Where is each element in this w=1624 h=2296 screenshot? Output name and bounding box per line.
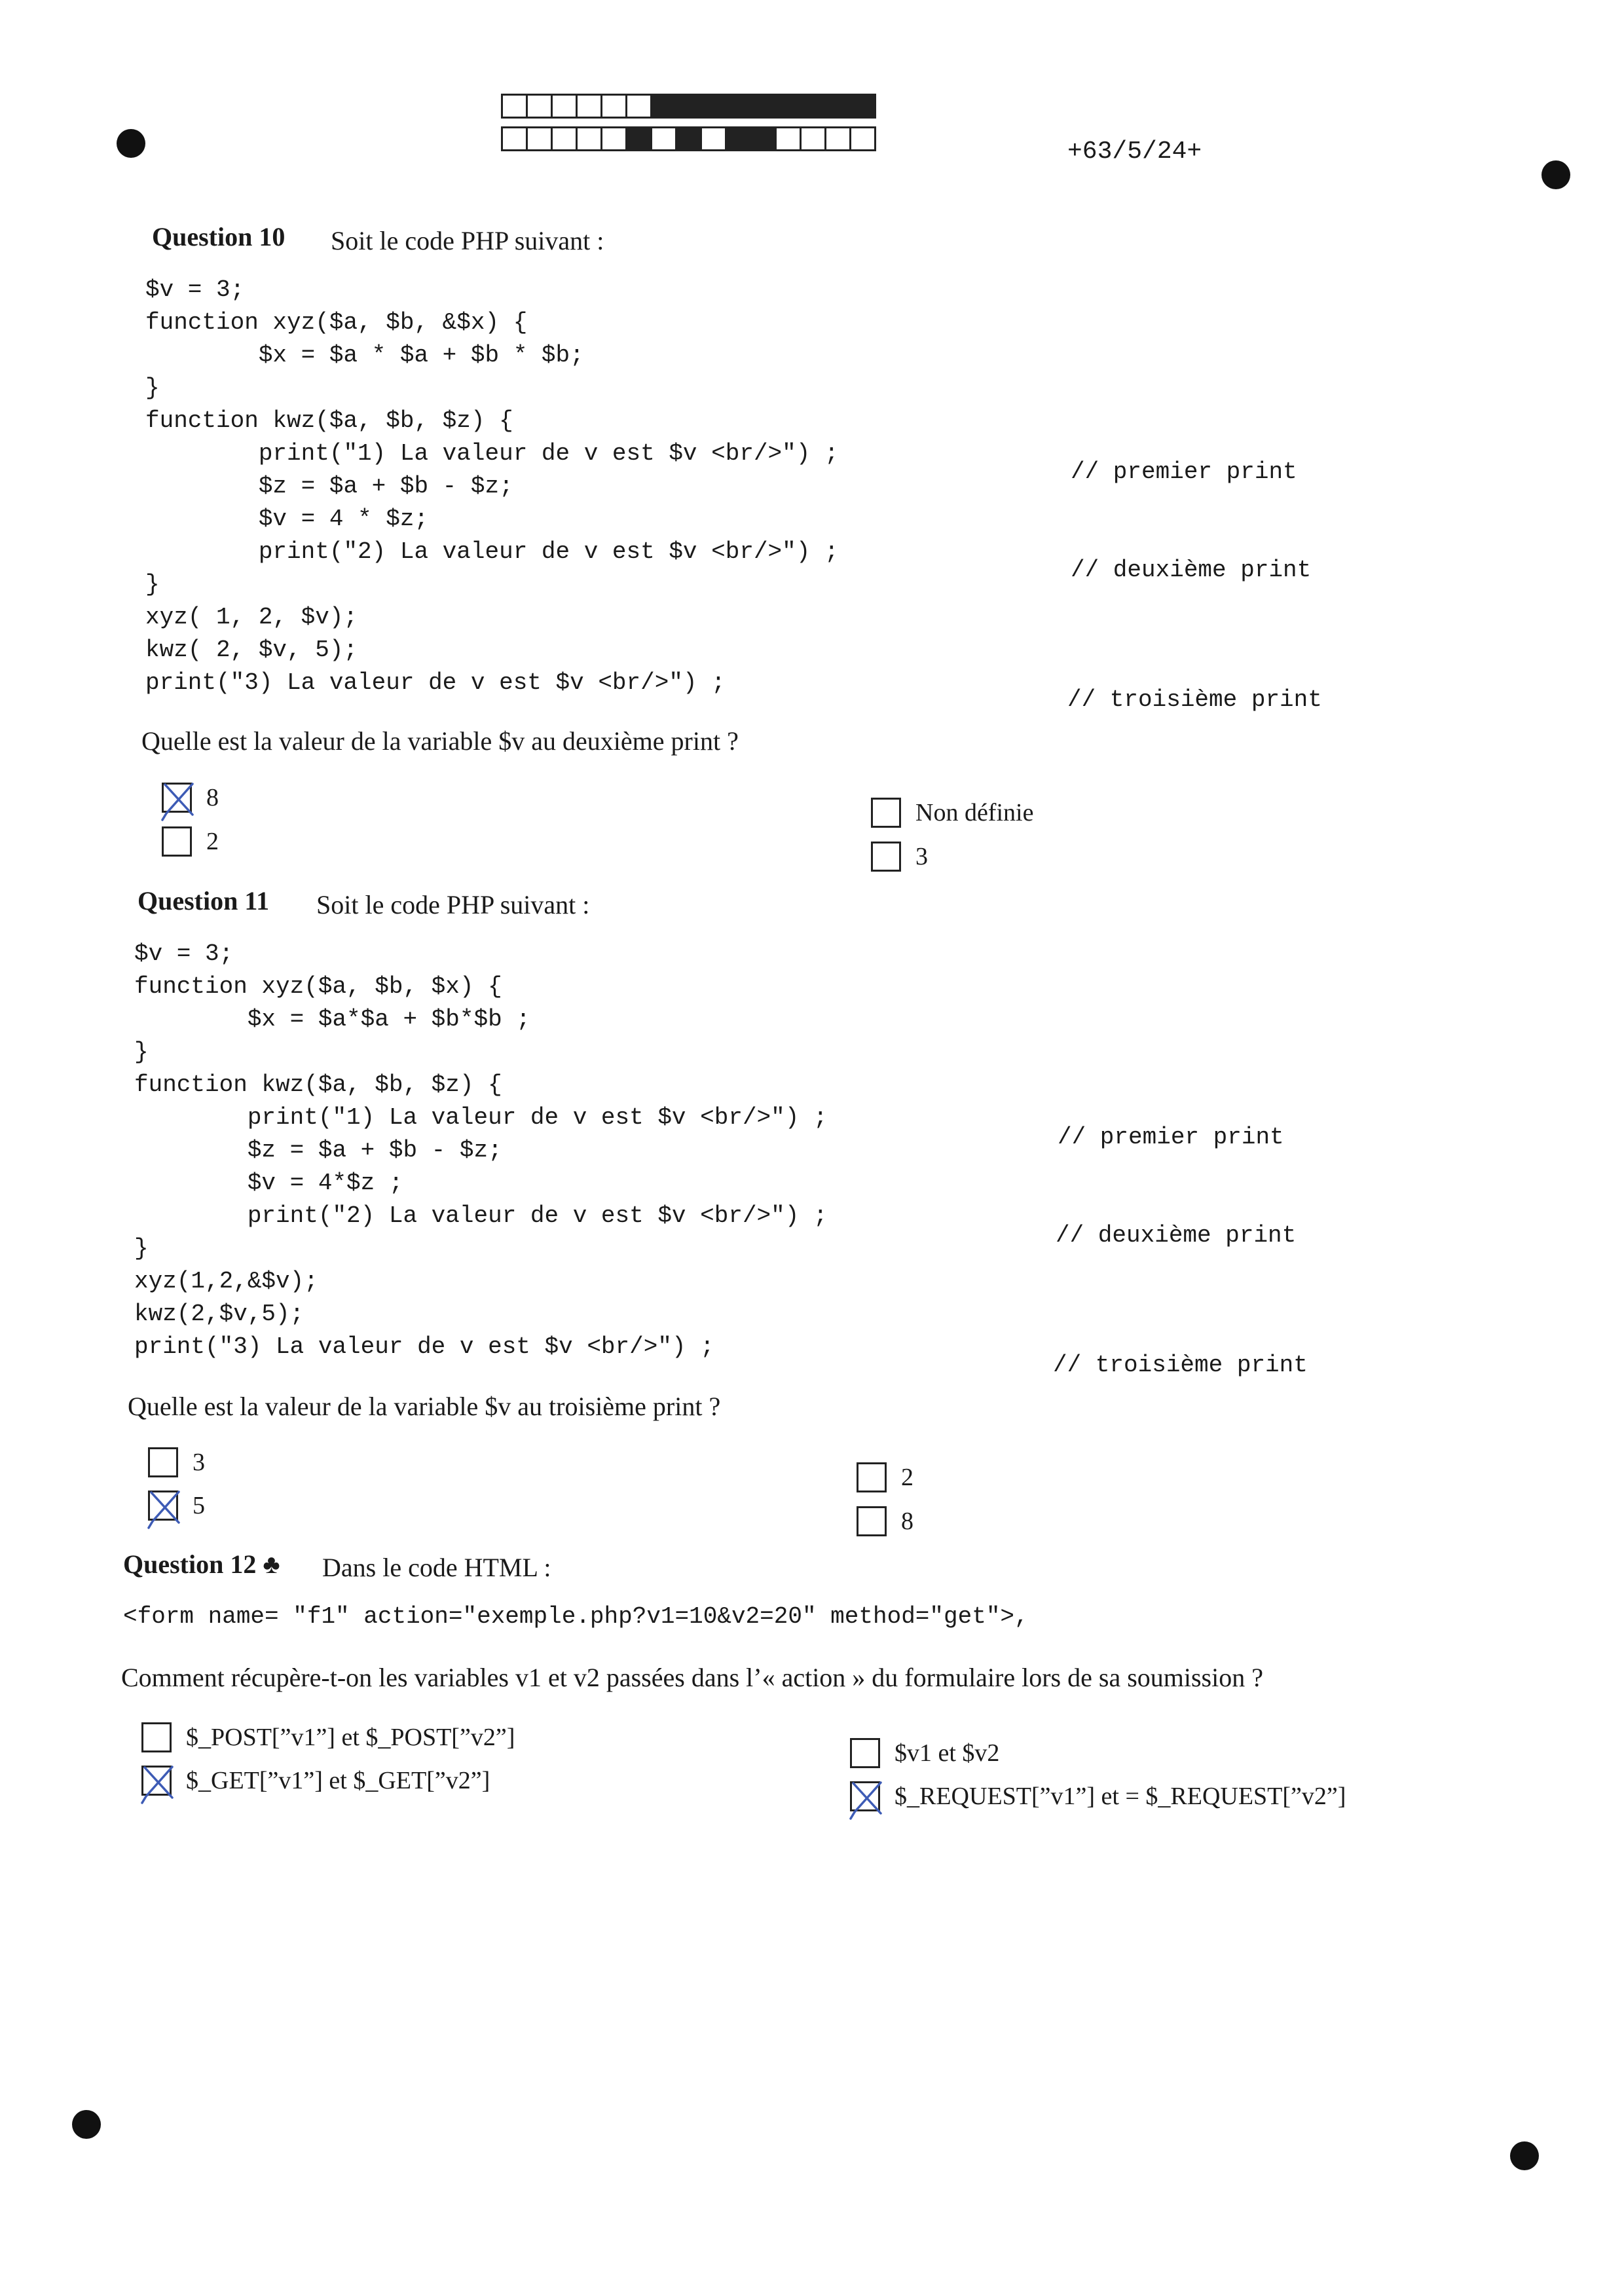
barcode-bottom-row	[501, 126, 874, 151]
q10-code-block	[145, 274, 839, 699]
barcode-cell	[625, 94, 652, 119]
barcode-cell	[576, 126, 602, 151]
barcode-cell	[824, 94, 851, 119]
q10-intro: Soit le code PHP suivant :	[331, 226, 604, 255]
checkbox[interactable]	[857, 1506, 887, 1536]
registration-dot-top-right	[1541, 160, 1570, 189]
code-line: print("1) La valeur de v est $v <br/>") ;	[134, 1104, 828, 1131]
cross-mark-icon	[146, 1489, 184, 1527]
barcode-cell	[501, 126, 528, 151]
barcode-cell	[625, 126, 652, 151]
barcode-cell	[600, 94, 627, 119]
code-line: xyz( 1, 2, $v);	[145, 604, 358, 631]
q12-title: Question 12 ♣	[123, 1549, 280, 1579]
code-line: function xyz($a, $b, &$x) {	[145, 309, 528, 336]
checkbox[interactable]	[850, 1738, 880, 1768]
q11-code-block	[134, 938, 828, 1363]
q10-option-non-definie[interactable]	[871, 798, 1033, 828]
code-line: print("1) La valeur de v est $v <br/>") ;	[145, 440, 839, 467]
barcode-cell	[526, 126, 553, 151]
code-line: print("2) La valeur de v est $v <br/>") ;	[145, 538, 839, 565]
barcode-cell	[700, 126, 727, 151]
option-label: 2	[206, 828, 219, 855]
code-line: kwz( 2, $v, 5);	[145, 637, 358, 663]
checkbox[interactable]	[857, 1462, 887, 1492]
page-identifier: +63/5/24+	[1067, 138, 1202, 166]
code-line: $z = $a + $b - $z;	[134, 1137, 502, 1164]
code-line: $v = 3;	[145, 276, 245, 303]
code-line: $v = 4*$z ;	[134, 1170, 403, 1196]
q10-comment-first-print: // premier print	[1071, 458, 1297, 485]
code-line: }	[134, 1039, 149, 1065]
option-label: Non définie	[915, 799, 1034, 826]
option-label: $v1 et $v2	[895, 1739, 1000, 1767]
barcode-top-row	[501, 94, 874, 119]
option-label: 2	[901, 1464, 913, 1491]
barcode-cell	[750, 126, 777, 151]
option-label: 5	[193, 1492, 205, 1519]
q11-comment-second-print: // deuxième print	[1056, 1222, 1297, 1249]
barcode-cell	[725, 94, 752, 119]
q11-option-3[interactable]	[148, 1447, 205, 1477]
registration-dot-bottom-left	[72, 2110, 101, 2139]
barcode-cell	[551, 94, 578, 119]
barcode-cell	[725, 126, 752, 151]
code-line: }	[145, 571, 160, 598]
barcode-cell	[526, 94, 553, 119]
option-label: 3	[915, 843, 928, 870]
option-label: $_GET[”v1”] et $_GET[”v2”]	[186, 1767, 490, 1794]
barcode-cell	[501, 94, 528, 119]
code-line: function kwz($a, $b, $z) {	[134, 1071, 502, 1098]
q11-option-2[interactable]	[857, 1462, 913, 1492]
q12-intro: Dans le code HTML :	[322, 1553, 551, 1582]
barcode-cell	[849, 126, 876, 151]
code-line: function kwz($a, $b, $z) {	[145, 407, 513, 434]
code-line: print("3) La valeur de v est $v <br/>") ;	[134, 1333, 714, 1360]
checkbox[interactable]	[141, 1722, 172, 1752]
code-line: $v = 4 * $z;	[145, 506, 429, 532]
q10-comment-second-print: // deuxième print	[1071, 557, 1312, 583]
checkbox[interactable]	[162, 783, 192, 813]
option-label: 3	[193, 1449, 205, 1476]
code-line: xyz(1,2,&$v);	[134, 1268, 318, 1295]
checkbox[interactable]	[850, 1781, 880, 1811]
q11-option-8[interactable]	[857, 1506, 913, 1536]
q10-option-3[interactable]	[871, 842, 928, 872]
code-line: $x = $a * $a + $b * $b;	[145, 342, 584, 369]
q12-code-line: <form name= "f1" action="exemple.php?v1=10&v2=20" method="get">,	[123, 1603, 1029, 1630]
barcode-cell	[775, 126, 802, 151]
barcode-cell	[800, 126, 826, 151]
registration-dot-top-left	[117, 129, 145, 158]
barcode-cell	[675, 126, 702, 151]
option-label: $_REQUEST[”v1”] et = $_REQUEST[”v2”]	[895, 1783, 1346, 1810]
cross-mark-icon	[848, 1779, 886, 1817]
checkbox[interactable]	[871, 798, 901, 828]
code-line: }	[134, 1235, 149, 1262]
option-label: 8	[206, 784, 219, 811]
barcode-cell	[551, 126, 578, 151]
q11-option-5[interactable]	[148, 1491, 205, 1521]
q10-question: Quelle est la valeur de la variable $v au deuxième print ?	[141, 726, 739, 756]
code-line: $v = 3;	[134, 940, 234, 967]
q10-option-2[interactable]	[162, 826, 219, 857]
code-line: }	[145, 375, 160, 401]
q10-title: Question 10	[152, 222, 286, 251]
code-line: $x = $a*$a + $b*$b ;	[134, 1006, 530, 1033]
code-line: $z = $a + $b - $z;	[145, 473, 513, 500]
barcode-cell	[576, 94, 602, 119]
checkbox[interactable]	[871, 842, 901, 872]
barcode-cell	[600, 126, 627, 151]
q10-comment-third-print: // troisième print	[1067, 686, 1322, 713]
checkbox[interactable]	[162, 826, 192, 857]
barcode-cell	[800, 94, 826, 119]
code-line: function xyz($a, $b, $x) {	[134, 973, 502, 1000]
cross-mark-icon	[160, 781, 198, 819]
barcode-cell	[650, 94, 677, 119]
q12-option-get[interactable]	[141, 1766, 490, 1796]
code-line: print("3) La valeur de v est $v <br/>") ;	[145, 669, 726, 696]
code-line: kwz(2,$v,5);	[134, 1301, 304, 1327]
barcode-cell	[675, 94, 702, 119]
barcode-cell	[650, 126, 677, 151]
q12-question: Comment récupère-t-on les variables v1 et v2 passées dans l’« action » du formulaire lors de sa soumission ?	[121, 1663, 1263, 1692]
option-label: 8	[901, 1508, 913, 1535]
q11-title: Question 11	[138, 886, 270, 916]
checkbox[interactable]	[148, 1491, 178, 1521]
barcode-cell	[849, 94, 876, 119]
checkbox[interactable]	[141, 1766, 172, 1796]
q10-option-8[interactable]	[162, 783, 219, 813]
q11-question: Quelle est la valeur de la variable $v au troisième print ?	[128, 1392, 721, 1421]
registration-dot-bottom-right	[1510, 2141, 1539, 2170]
option-label: $_POST[”v1”] et $_POST[”v2”]	[186, 1724, 515, 1751]
q11-comment-third-print: // troisième print	[1053, 1352, 1308, 1379]
barcode-cell	[700, 94, 727, 119]
barcode-cell	[775, 94, 802, 119]
q12-option-plain-vars[interactable]	[850, 1738, 999, 1768]
q12-option-request[interactable]	[850, 1781, 1346, 1811]
q11-intro: Soit le code PHP suivant :	[316, 890, 590, 919]
q11-comment-first-print: // premier print	[1058, 1124, 1284, 1151]
q12-option-post[interactable]	[141, 1722, 515, 1752]
cross-mark-icon	[139, 1764, 177, 1802]
code-line: print("2) La valeur de v est $v <br/>") ;	[134, 1202, 828, 1229]
barcode-cell	[750, 94, 777, 119]
checkbox[interactable]	[148, 1447, 178, 1477]
barcode-cell	[824, 126, 851, 151]
